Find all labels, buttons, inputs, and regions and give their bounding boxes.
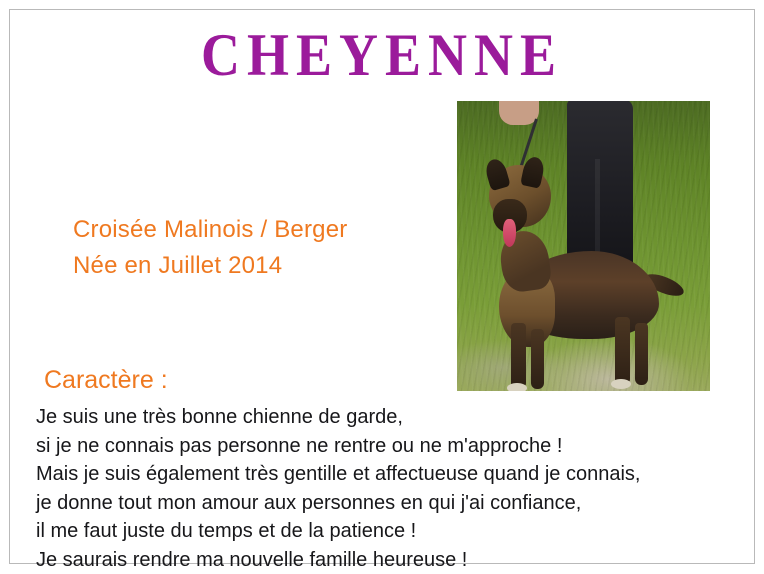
- page-title: CHEYENNE: [0, 20, 764, 89]
- character-heading: Caractère :: [44, 366, 168, 395]
- character-line: il me faut juste du temps et de la patience !: [36, 517, 736, 546]
- photo-background: [457, 101, 710, 391]
- character-line: je donne tout mon amour aux personnes en qui j'ai confiance,: [36, 489, 736, 518]
- dog-leg-front-right: [531, 329, 544, 389]
- breed-line-2: Née en Juillet 2014: [73, 248, 347, 284]
- character-line: Mais je suis également très gentille et affectueuse quand je connais,: [36, 460, 736, 489]
- character-line: Je suis une très bonne chienne de garde,: [36, 403, 736, 432]
- character-line: Je saurais rendre ma nouvelle famille heureuse !: [36, 546, 736, 574]
- dog-leg-rear-left: [615, 317, 630, 385]
- dog-photo: [457, 101, 710, 391]
- character-description: [36, 403, 736, 574]
- character-line: si je ne connais pas personne ne rentre ou ne m'approche !: [36, 432, 736, 461]
- dog-paw-front: [507, 383, 527, 391]
- breed-line-1: Croisée Malinois / Berger: [73, 212, 347, 248]
- dog-paw-rear: [611, 379, 631, 389]
- handler-legs: [567, 101, 633, 274]
- dog-leg-front-left: [511, 323, 526, 389]
- dog-tongue: [503, 219, 516, 247]
- dog-leg-rear-right: [635, 323, 648, 385]
- breed-info: [73, 212, 347, 284]
